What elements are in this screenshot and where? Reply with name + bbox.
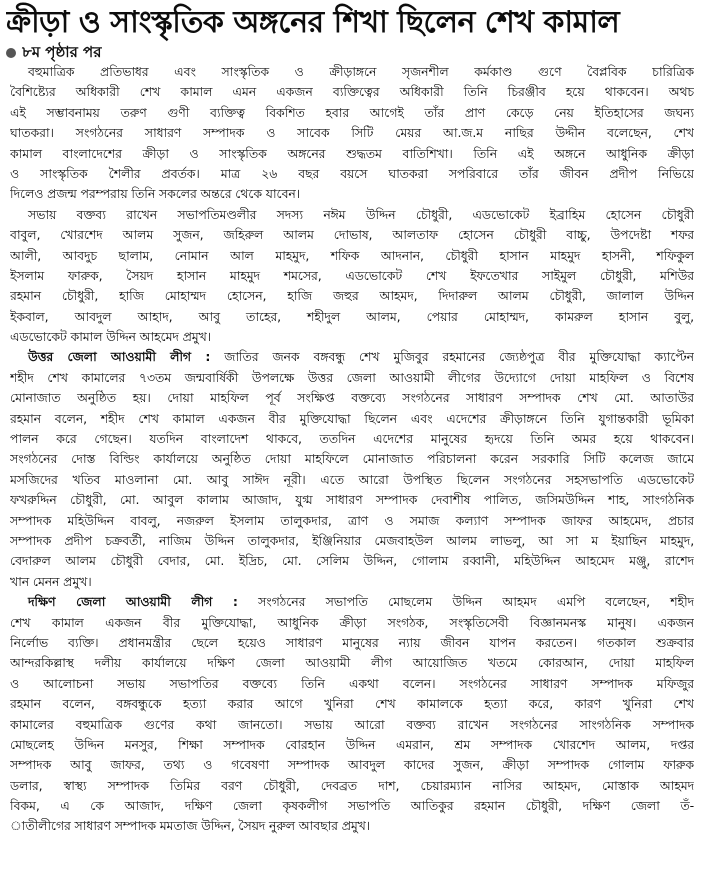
paragraph-line (10, 755, 694, 775)
line-text: খান মেনন প্রমুখ। (10, 573, 92, 589)
paragraph-line (10, 796, 694, 816)
paragraph-line (10, 694, 694, 714)
line-text: াতীলীগের সাধারণ সম্পাদক মমতাজ উদ্দিন, সৈয়দ নুরুল আবছার প্রমুখ। (10, 818, 371, 834)
line-text: শেখ কামাল একজন বীর মুক্তিযোদ্ধা, আধুনিক ক্রীড়া সংগঠক, সংস্কৃতিসেবী বিজ্ঞানমনস্ক মানুষ। একজন (10, 614, 694, 630)
line-text: ফখরুদ্দিন চৌধুরী, মো. আবুল কালাম আজাদ, যুগ্ম সাধারণ সম্পাদক দেবাশীষ পালিত, জসিমউদ্দিন শাহ, সাংগঠনিক (10, 492, 694, 508)
paragraph-line (10, 592, 694, 612)
paragraph-line (10, 164, 694, 184)
paragraph-line (10, 82, 694, 102)
paragraph-line (10, 368, 694, 388)
line-text: রহমান চৌধুরী, হাজি মোহাম্মদ হোসেন, হাজি জহুর আহমদ, দিদারুল আলম চৌধুরী, জালাল উদ্দিন (10, 288, 694, 304)
line-text: ইসলাম ফারুক, সৈয়দ হাসান মাহমুদ শমসের, এডভোকেট শেখ ইফতেখার সাইমুল চৌধুরী, মশিউর (10, 267, 694, 283)
line-text: আন্দরকিল্লাস্থ দলীয় কার্যালয়ে দক্ষিণ জেলা আওয়ামী লীগ আয়োজিত খতমে কোরআন, দোয়া মাহফিল (10, 655, 694, 671)
continued-from-label: ৮ম পৃষ্ঠার পর (22, 43, 102, 61)
line-text: বৈশিষ্ট্যের অধিকারী শেখ কামাল এমন একজন ব্যক্তিত্বের অধিকারী তিনি চিরঞ্জীব হয়ে থাকবেন। অথচ (10, 84, 694, 100)
continued-from (6, 42, 102, 62)
line-text: ডলার, স্বাস্থ্য সম্পাদক তিমির বরণ চৌধুরী, দেবব্রত দাশ, চেয়ারম্যান নাসির আহমদ, মোস্তাক আহমদ (10, 777, 694, 793)
paragraph-line (10, 429, 694, 449)
paragraph-line (10, 225, 694, 245)
line-text: বিকম, এ কে আজাদ, দক্ষিণ জেলা কৃষকলীগ সভাপতি আতিকুর রহমান চৌধুরী, দক্ষিণ জেলা তঁ- (10, 798, 694, 814)
line-text: আলী, আবদুচ ছালাম, নোমান আল মাহমুদ, শফিক আদনান, চৌধুরী হাসান মাহমুদ হাসনী, শফিকুল (10, 247, 694, 263)
line-text: এই সম্ভাবনাময় তরুণ গুণী ব্যক্তিত্ব বিকশিত হবার আগেই তাঁর প্রাণ কেড়ে নেয় ইতিহাসের জঘন্য (10, 104, 694, 120)
paragraph-line (10, 674, 694, 694)
paragraph-line (10, 388, 694, 408)
paragraph-line (10, 449, 694, 469)
line-text: রহমান বলেন, বঙ্গবন্ধুকে হত্যা করার আগে খুনিরা শেখ কামালকে হত্যা করে, কারণ খুনিরা শেখ (10, 696, 694, 712)
paragraph-line (10, 715, 694, 735)
paragraph-line (10, 246, 694, 266)
paragraph-line (10, 409, 694, 429)
line-text: দিলেও প্রজন্ম পরম্পরায় তিনি সকলের অন্তরে থেকে যাবেন। (10, 186, 301, 202)
line-text: পালন করে গেছেন। যতদিন বাংলাদেশ থাকবে, ততদিন এদেশের মানুষের হৃদয়ে তিনি অমর হয়ে থাকবেন। (10, 431, 694, 447)
line-text: নির্লোভ ব্যক্তি। প্রধানমন্ত্রীর ছেলে হয়েও সাধারণ মানুষের ন্যায় জীবন যাপন করতেন। গতকাল শুক্রবার (10, 634, 694, 650)
section-lead: দক্ষিণ জেলা আওয়ামী লীগ : (28, 594, 238, 610)
line-text: ইকবাল, আবদুল আহাদ, আবু তাহের, শহীদুল আলম, পেয়ার মোহাম্মদ, কামরুল হাসান বুলু, (10, 308, 694, 324)
line-text: সংগঠনের দোস্ত বিল্ডিং কার্যালয়ে অনুষ্ঠিত দোয়া মাহফিলে মোনাজাত পরিচালনা করেন সরকারি সিটি কলেজ জামে (10, 451, 694, 467)
paragraph-line (10, 613, 694, 633)
article-body (10, 62, 694, 837)
paragraph-line (10, 205, 694, 225)
line-text: সম্পাদক আবু জাফর, তথ্য ও গবেষণা সম্পাদক আবদুল কাদের সুজন, ক্রীড়া সম্পাদক গোলাম ফারুক (10, 757, 694, 773)
paragraph-line (10, 286, 694, 306)
paragraph-line (10, 653, 694, 673)
line-text: রহমান বলেন, শহীদ শেখ কামাল একজন বীর মুক্তিযোদ্ধা ছিলেন এবং এদেশের ক্রীড়াঙ্গনে তিনি যুগান্তকারী ভূমিকা (10, 410, 694, 426)
headline: ক্রীড়া ও সাংস্কৃতিক অঙ্গনের শিখা ছিলেন শেখ কামাল (6, 5, 620, 40)
line-text: মোছলেহ উদ্দিন মনসুর, শিক্ষা সম্পাদক বোরহান উদ্দিন এমরান, শ্রম সম্পাদক খোরশেদ আলম, দপ্তর (10, 736, 694, 752)
line-text: ও আলোচনা সভায় সভাপতির বক্তব্যে তিনি একথা বলেন। সংগঠনের সাধারণ সম্পাদক মফিজুর (10, 675, 694, 691)
paragraph-line (10, 633, 694, 653)
line-text: বেদারুল আলম চৌধুরী বেদার, মো. ইদ্রিচ, মো. সেলিম উদ্দিন, গোলাম রব্বানী, মহিউদ্দিন আহমেদ মঞ্জু, রাশেদ (10, 553, 694, 569)
line-text: সভায় বক্তব্য রাখেন সভাপতিমণ্ডলীর সদস্য নঈম উদ্দিন চৌধুরী, এডভোকেট ইব্রাহিম হোসেন চৌধুরী (28, 206, 694, 222)
paragraph-line (10, 123, 694, 143)
line-text: মোনাজাত অনুষ্ঠিত হয়। দোয়া মাহফিল পূর্ব সংক্ষিপ্ত বক্তব্যে সংগঠনের সাধারণ সম্পাদক শেখ মো. আতাউর (10, 390, 694, 406)
line-text: জাতির জনক বঙ্গবন্ধু শেখ মুজিবুর রহমানের জ্যেষ্ঠপুত্র বীর মুক্তিযোদ্ধা ক্যাপ্টেন (210, 349, 694, 365)
paragraph-line (10, 327, 694, 347)
line-text: বহুমাত্রিক প্রতিভাধর এবং সাংস্কৃতিক ও ক্রীড়াঙ্গনে সৃজনশীল কর্মকাণ্ড গুণে বৈপ্লবিক চারিত্রিক (28, 64, 694, 79)
bullet-icon (6, 48, 16, 58)
line-text: সংগঠনের সভাপতি মোছলেম উদ্দিন আহমদ এমপি বলেছেন, শহীদ (237, 594, 694, 610)
paragraph-line (10, 184, 694, 204)
line-text: ঘাতকরা। সংগঠনের সাধারণ সম্পাদক ও সাবেক সিটি মেয়র আ.জ.ম নাছির উদ্দীন বলেছেন, শেখ (10, 125, 694, 141)
line-text: সম্পাদক প্রদীপ চক্রবর্তী, নাজিম উদ্দিন তালুকদার, ইঞ্জিনিয়ার মেজবাহউল আলম লাভলু, আ সা ম ইয়াছিন মাহমুদ, (10, 532, 694, 548)
paragraph-line (10, 511, 694, 531)
paragraph-line (10, 776, 694, 796)
section-lead: উত্তর জেলা আওয়ামী লীগ : (28, 349, 211, 365)
paragraph-line (10, 347, 694, 367)
paragraph-line (10, 572, 694, 592)
line-text: মসজিদের খতিব মাওলানা মো. আবু সাঈদ নূরী। এতে আরো উপস্থিত ছিলেন সংগঠনের সহসভাপতি এডভোকেট (10, 471, 694, 487)
paragraph-line (10, 490, 694, 510)
line-text: এডভোকেট কামাল উদ্দিন আহমেদ প্রমুখ। (10, 329, 211, 345)
paragraph-line (10, 144, 694, 164)
paragraph-line (10, 551, 694, 571)
paragraph-line (10, 307, 694, 327)
paragraph-line (10, 816, 694, 836)
line-text: কামালের বহুমাত্রিক গুণের কথা জানতো। সভায় আরো বক্তব্য রাখেন সংগঠনের সাংগঠনিক সম্পাদক (10, 716, 694, 732)
line-text: বাবুল, খোরশেদ আলম সুজন, জহিরুল আলম দোভাষ, আলতাফ হোসেন চৌধুরী বাচ্চু, উপদেষ্টা শফর (10, 227, 694, 243)
paragraph-line (10, 103, 694, 123)
paragraph-line (10, 470, 694, 490)
paragraph-line (10, 266, 694, 286)
line-text: শহীদ শেখ কামালের ৭৩তম জন্মবার্ষিকী উপলক্ষে উত্তর জেলা আওয়ামী লীগের উদ্যোগে দোয়া মাহফিল ও বিশেষ (10, 369, 694, 385)
line-text: ও সাংস্কৃতিক শৈলীর প্রবর্তক। মাত্র ২৬ বছর বয়সে ঘাতকরা সপরিবারে তাঁর জীবন প্রদীপ নিভিয়ে (10, 165, 694, 181)
paragraph-line (10, 62, 694, 82)
line-text: সম্পাদক মহিউদ্দিন বাবলু, নজরুল ইসলাম তালুকদার, ত্রাণ ও সমাজ কল্যাণ সম্পাদক জাফর আহমেদ, প্রচার (10, 512, 694, 528)
paragraph-line (10, 531, 694, 551)
line-text: কামাল বাংলাদেশের ক্রীড়া ও সাংস্কৃতিক অঙ্গনের শুদ্ধতম বাতিশিখা। তিনি এই অঙ্গনে আধুনিক ক্রীড়া (10, 145, 694, 161)
paragraph-line (10, 735, 694, 755)
